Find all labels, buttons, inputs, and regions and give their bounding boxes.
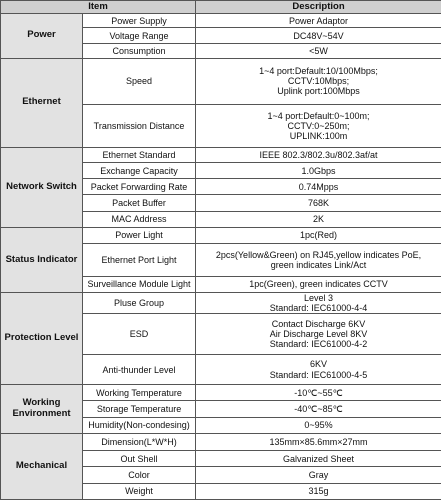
description-cell: [196, 163, 441, 179]
description-line: CCTV:10Mbps;: [287, 76, 350, 87]
description-cell: [196, 44, 441, 58]
description-line: Standard: IEC61000-4-2: [269, 339, 368, 350]
spec-row: [1, 385, 441, 401]
group-label: Mechanical: [1, 433, 83, 499]
description-cell: [196, 451, 441, 467]
description-line: 768K: [308, 198, 330, 209]
item-label: Out Shell: [83, 451, 196, 467]
description-line: Level 3: [304, 292, 334, 303]
item-label: ESD: [83, 314, 196, 355]
group-label: Protection Level: [1, 292, 83, 384]
item-label: Packet Buffer: [83, 195, 196, 211]
description-line: 135mm×85.6mm×27mm: [269, 436, 368, 447]
description-line: Uplink port:100Mbps: [277, 86, 360, 97]
description-cell: [196, 433, 441, 450]
group-label: Status Indicator: [1, 227, 83, 292]
description-line: Galvanized Sheet: [282, 453, 355, 464]
description-line: 0.74Mpps: [298, 181, 339, 192]
description-line: 2pcs(Yellow&Green) on RJ45,yellow indicates PoE,: [215, 249, 422, 260]
spec-row: [1, 14, 441, 28]
item-label: Exchange Capacity: [83, 163, 196, 179]
description-cell: [196, 483, 441, 499]
group-label: Ethernet: [1, 58, 83, 147]
description-cell: [196, 354, 441, 384]
description-cell: [196, 467, 441, 483]
spec-row: [1, 227, 441, 243]
item-label: Weight: [83, 483, 196, 499]
description-line: Standard: IEC61000-4-4: [269, 303, 368, 314]
description-line: 1~4 port:Default:0~100m;: [267, 110, 370, 121]
description-line: 315g: [308, 486, 329, 497]
description-line: Contact Discharge 6KV: [271, 318, 366, 329]
group-label: Network Switch: [1, 147, 83, 227]
header-row: [1, 1, 441, 14]
item-label: Pluse Group: [83, 292, 196, 313]
description-line: 1.0Gbps: [301, 165, 336, 176]
spec-row: [1, 433, 441, 450]
description-line: 1~4 port:Default:10/100Mbps;: [259, 66, 378, 77]
description-line: Power Adaptor: [288, 15, 349, 26]
description-cell: [196, 195, 441, 211]
description-cell: [196, 105, 441, 148]
item-label: Humidity(Non-condesing): [83, 417, 196, 433]
description-line: DC48V~54V: [293, 30, 344, 41]
item-label: Color: [83, 467, 196, 483]
item-label: Power Light: [83, 227, 196, 243]
description-line: IEEE 802.3/802.3u/802.3af/at: [259, 149, 378, 160]
description-cell: [196, 276, 441, 292]
item-label: Working Temperature: [83, 385, 196, 401]
description-line: Air Discharge Level 8KV: [269, 329, 368, 339]
header-item: Item: [1, 1, 196, 14]
description-cell: [196, 58, 441, 105]
description-line: -40℃~85℃: [294, 404, 343, 415]
description-line: green indicates Link/Act: [270, 259, 367, 270]
description-cell: [196, 28, 441, 44]
item-label: Anti-thunder Level: [83, 354, 196, 384]
description-cell: [196, 179, 441, 195]
item-label: Ethernet Standard: [83, 147, 196, 162]
group-label: Working Environment: [1, 385, 83, 434]
description-line: 2K: [313, 214, 325, 225]
item-label: MAC Address: [83, 211, 196, 227]
description-cell: [196, 147, 441, 162]
item-label: Surveillance Module Light: [83, 276, 196, 292]
description-line: 0~95%: [304, 420, 333, 431]
description-line: Standard: IEC61000-4-5: [269, 369, 368, 380]
item-label: Storage Temperature: [83, 401, 196, 417]
item-label: Ethernet Port Light: [83, 244, 196, 276]
spec-row: [1, 58, 441, 105]
description-cell: [196, 314, 441, 355]
item-label: Transmission Distance: [83, 105, 196, 148]
description-line: Gray: [308, 469, 329, 480]
description-line: -10℃~55℃: [294, 387, 343, 398]
description-cell: [196, 211, 441, 227]
spec-row: [1, 147, 441, 162]
description-cell: [196, 417, 441, 433]
description-cell: [196, 292, 441, 313]
item-label: Power Supply: [83, 14, 196, 28]
item-label: Voltage Range: [83, 28, 196, 44]
item-label: Dimension(L*W*H): [83, 433, 196, 450]
description-line: CCTV:0~250m;: [287, 121, 350, 131]
description-cell: [196, 385, 441, 401]
header-description: Description: [196, 1, 441, 14]
description-line: UPLINK:100m: [289, 131, 348, 142]
group-label: Power: [1, 14, 83, 59]
description-line: <5W: [309, 45, 328, 56]
item-label: Consumption: [83, 44, 196, 58]
description-cell: [196, 14, 441, 28]
item-label: Packet Forwarding Rate: [83, 179, 196, 195]
spec-body: [1, 14, 441, 500]
description-cell: [196, 401, 441, 417]
item-label: Speed: [83, 58, 196, 105]
description-cell: [196, 227, 441, 243]
description-line: 6KV: [310, 359, 328, 370]
description-cell: [196, 244, 441, 276]
description-line: 1pc(Red): [300, 230, 338, 241]
description-line: 1pc(Green), green indicates CCTV: [249, 279, 388, 290]
spec-row: [1, 292, 441, 313]
